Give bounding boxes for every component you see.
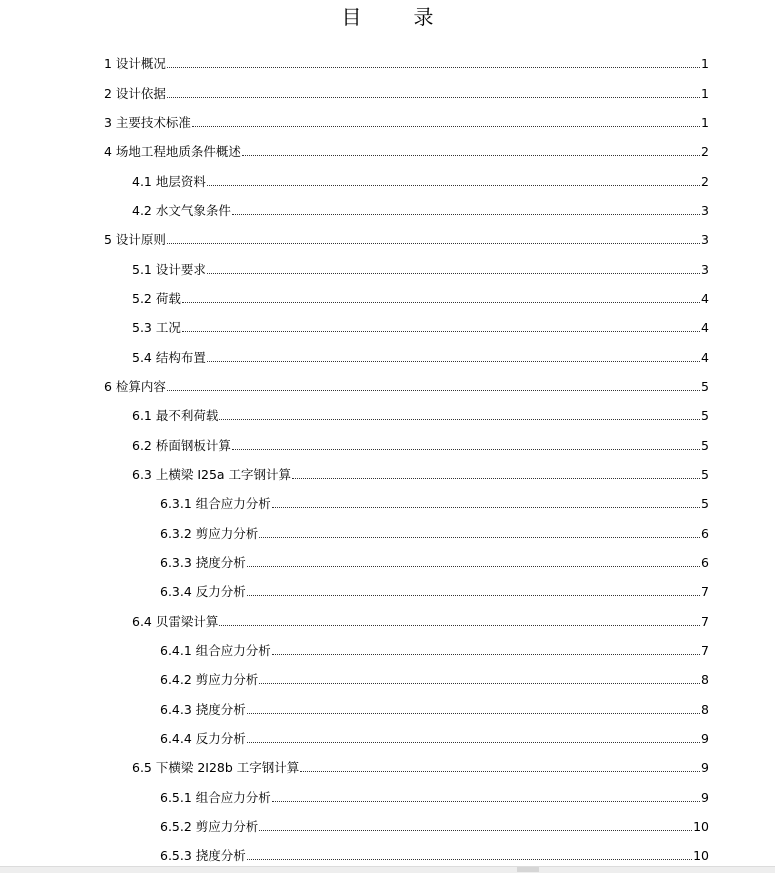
toc-entry-label: 4 场地工程地质条件概述 xyxy=(104,144,241,160)
toc-entry-label: 6.5 下横梁 2I28b 工字钢计算 xyxy=(132,760,300,776)
toc-entry-label: 6.4.4 反力分析 xyxy=(160,730,246,746)
toc-entry-label: 6 检算内容 xyxy=(104,378,166,394)
toc-entry-label: 3 主要技术标准 xyxy=(104,114,191,130)
toc-dot-leader xyxy=(182,331,700,332)
toc-entry-page-number: 5 xyxy=(701,408,709,424)
toc-entry[interactable] xyxy=(104,395,709,424)
toc-entry-page-number: 7 xyxy=(701,584,709,600)
toc-entry-page-number: 7 xyxy=(701,642,709,658)
toc-entry[interactable] xyxy=(104,747,709,776)
toc-entry[interactable] xyxy=(104,160,709,189)
toc-entry[interactable] xyxy=(104,806,709,835)
toc-entry-page-number: 6 xyxy=(701,554,709,570)
toc-dot-leader xyxy=(292,478,700,479)
toc-dot-leader xyxy=(272,507,700,508)
toc-dot-leader xyxy=(247,566,700,567)
toc-entry-page-number: 7 xyxy=(701,613,709,629)
toc-dot-leader xyxy=(167,390,700,391)
toc-dot-leader xyxy=(219,625,700,626)
toc-dot-leader xyxy=(207,185,700,186)
toc-entry-page-number: 10 xyxy=(693,818,709,834)
toc-entry[interactable] xyxy=(104,219,709,248)
toc-dot-leader xyxy=(192,126,700,127)
page-title: 目录 xyxy=(341,5,486,29)
toc-entry[interactable] xyxy=(104,835,709,864)
toc-entry-page-number: 1 xyxy=(701,114,709,130)
toc-dot-leader xyxy=(207,273,700,274)
toc-dot-leader xyxy=(272,654,700,655)
toc-entry[interactable] xyxy=(104,688,709,717)
toc-entry-page-number: 8 xyxy=(701,701,709,717)
toc-entry[interactable] xyxy=(104,248,709,277)
toc-entry-label: 5.2 荷载 xyxy=(132,290,181,306)
toc-entry-page-number: 2 xyxy=(701,173,709,189)
toc-entry[interactable] xyxy=(104,630,709,659)
toc-entry[interactable] xyxy=(104,542,709,571)
toc-entry[interactable] xyxy=(104,278,709,307)
toc-dot-leader xyxy=(247,595,700,596)
toc-entry[interactable] xyxy=(104,454,709,483)
toc-entry-page-number: 4 xyxy=(701,349,709,365)
toc-entry[interactable] xyxy=(104,102,709,131)
toc-dot-leader xyxy=(247,742,700,743)
toc-dot-leader xyxy=(259,537,700,538)
toc-entry[interactable] xyxy=(104,776,709,805)
toc-dot-leader xyxy=(247,859,692,860)
toc-entry-label: 6.4.2 剪应力分析 xyxy=(160,672,259,688)
toc-entry[interactable] xyxy=(104,131,709,160)
toc-entry[interactable] xyxy=(104,43,709,72)
toc-dot-leader xyxy=(182,302,700,303)
toc-entry[interactable] xyxy=(104,424,709,453)
toc-entry-label: 6.5.1 组合应力分析 xyxy=(160,789,271,805)
toc-entry-label: 5 设计原则 xyxy=(104,232,166,248)
toc-entry-page-number: 9 xyxy=(701,760,709,776)
toc-entry[interactable] xyxy=(104,512,709,541)
toc-entry-page-number: 5 xyxy=(701,437,709,453)
toc-entry-page-number: 4 xyxy=(701,320,709,336)
toc-entry-page-number: 9 xyxy=(701,789,709,805)
toc-entry-label: 6.3.4 反力分析 xyxy=(160,584,246,600)
toc-dot-leader xyxy=(219,419,700,420)
toc-entry-label: 6.4.1 组合应力分析 xyxy=(160,642,271,658)
toc-entry[interactable] xyxy=(104,718,709,747)
toc-entry-page-number: 9 xyxy=(701,730,709,746)
toc-dot-leader xyxy=(207,361,700,362)
toc-dot-leader xyxy=(242,155,700,156)
toc-entry[interactable] xyxy=(104,659,709,688)
toc-entry-page-number: 5 xyxy=(701,466,709,482)
toc-entry-page-number: 1 xyxy=(701,56,709,72)
toc-dot-leader xyxy=(167,97,700,98)
toc-entry[interactable] xyxy=(104,72,709,101)
toc-entry-page-number: 6 xyxy=(701,525,709,541)
toc-entry-label: 1 设计概况 xyxy=(104,56,166,72)
toc-entry-label: 6.5.3 挠度分析 xyxy=(160,848,246,864)
toc-entry-label: 6.3.2 剪应力分析 xyxy=(160,525,259,541)
scrollbar-thumb[interactable] xyxy=(517,867,539,872)
toc-entry-page-number: 3 xyxy=(701,261,709,277)
toc-entry-label: 6.4.3 挠度分析 xyxy=(160,701,246,717)
toc-dot-leader xyxy=(259,830,692,831)
toc-entry-label: 2 设计依据 xyxy=(104,85,166,101)
toc-entry[interactable] xyxy=(104,571,709,600)
toc-entry-page-number: 3 xyxy=(701,202,709,218)
toc-entry-label: 5.3 工况 xyxy=(132,320,181,336)
toc-entry[interactable] xyxy=(104,366,709,395)
toc-entry[interactable] xyxy=(104,307,709,336)
toc-entry-label: 6.3.3 挠度分析 xyxy=(160,554,246,570)
toc-dot-leader xyxy=(247,713,700,714)
toc-entry-label: 4.2 水文气象条件 xyxy=(132,202,231,218)
toc-entry-label: 6.2 桥面钢板计算 xyxy=(132,437,231,453)
toc-entry-label: 5.4 结构布置 xyxy=(132,349,206,365)
toc-entry[interactable] xyxy=(104,190,709,219)
toc-entry-page-number: 1 xyxy=(701,85,709,101)
toc-entry-page-number: 10 xyxy=(693,848,709,864)
toc-dot-leader xyxy=(259,683,700,684)
toc-entry-label: 6.5.2 剪应力分析 xyxy=(160,818,259,834)
toc-entry-label: 6.4 贝雷梁计算 xyxy=(132,613,219,629)
toc-entry-page-number: 5 xyxy=(701,496,709,512)
toc-entry-label: 6.3.1 组合应力分析 xyxy=(160,496,271,512)
table-of-contents xyxy=(104,43,709,864)
toc-dot-leader xyxy=(300,771,700,772)
toc-entry-page-number: 5 xyxy=(701,378,709,394)
toc-dot-leader xyxy=(272,801,700,802)
toc-entry-page-number: 2 xyxy=(701,144,709,160)
toc-dot-leader xyxy=(232,214,700,215)
toc-entry[interactable] xyxy=(104,483,709,512)
toc-entry-page-number: 3 xyxy=(701,232,709,248)
toc-entry[interactable] xyxy=(104,600,709,629)
toc-entry-label: 6.3 上横梁 I25a 工字钢计算 xyxy=(132,466,292,482)
toc-entry-label: 4.1 地层资料 xyxy=(132,173,206,189)
toc-entry[interactable] xyxy=(104,336,709,365)
toc-entry-label: 5.1 设计要求 xyxy=(132,261,206,277)
toc-entry-page-number: 8 xyxy=(701,672,709,688)
toc-entry-page-number: 4 xyxy=(701,290,709,306)
toc-dot-leader xyxy=(232,449,700,450)
toc-entry-label: 6.1 最不利荷载 xyxy=(132,408,219,424)
toc-dot-leader xyxy=(167,243,700,244)
toc-dot-leader xyxy=(167,67,700,68)
